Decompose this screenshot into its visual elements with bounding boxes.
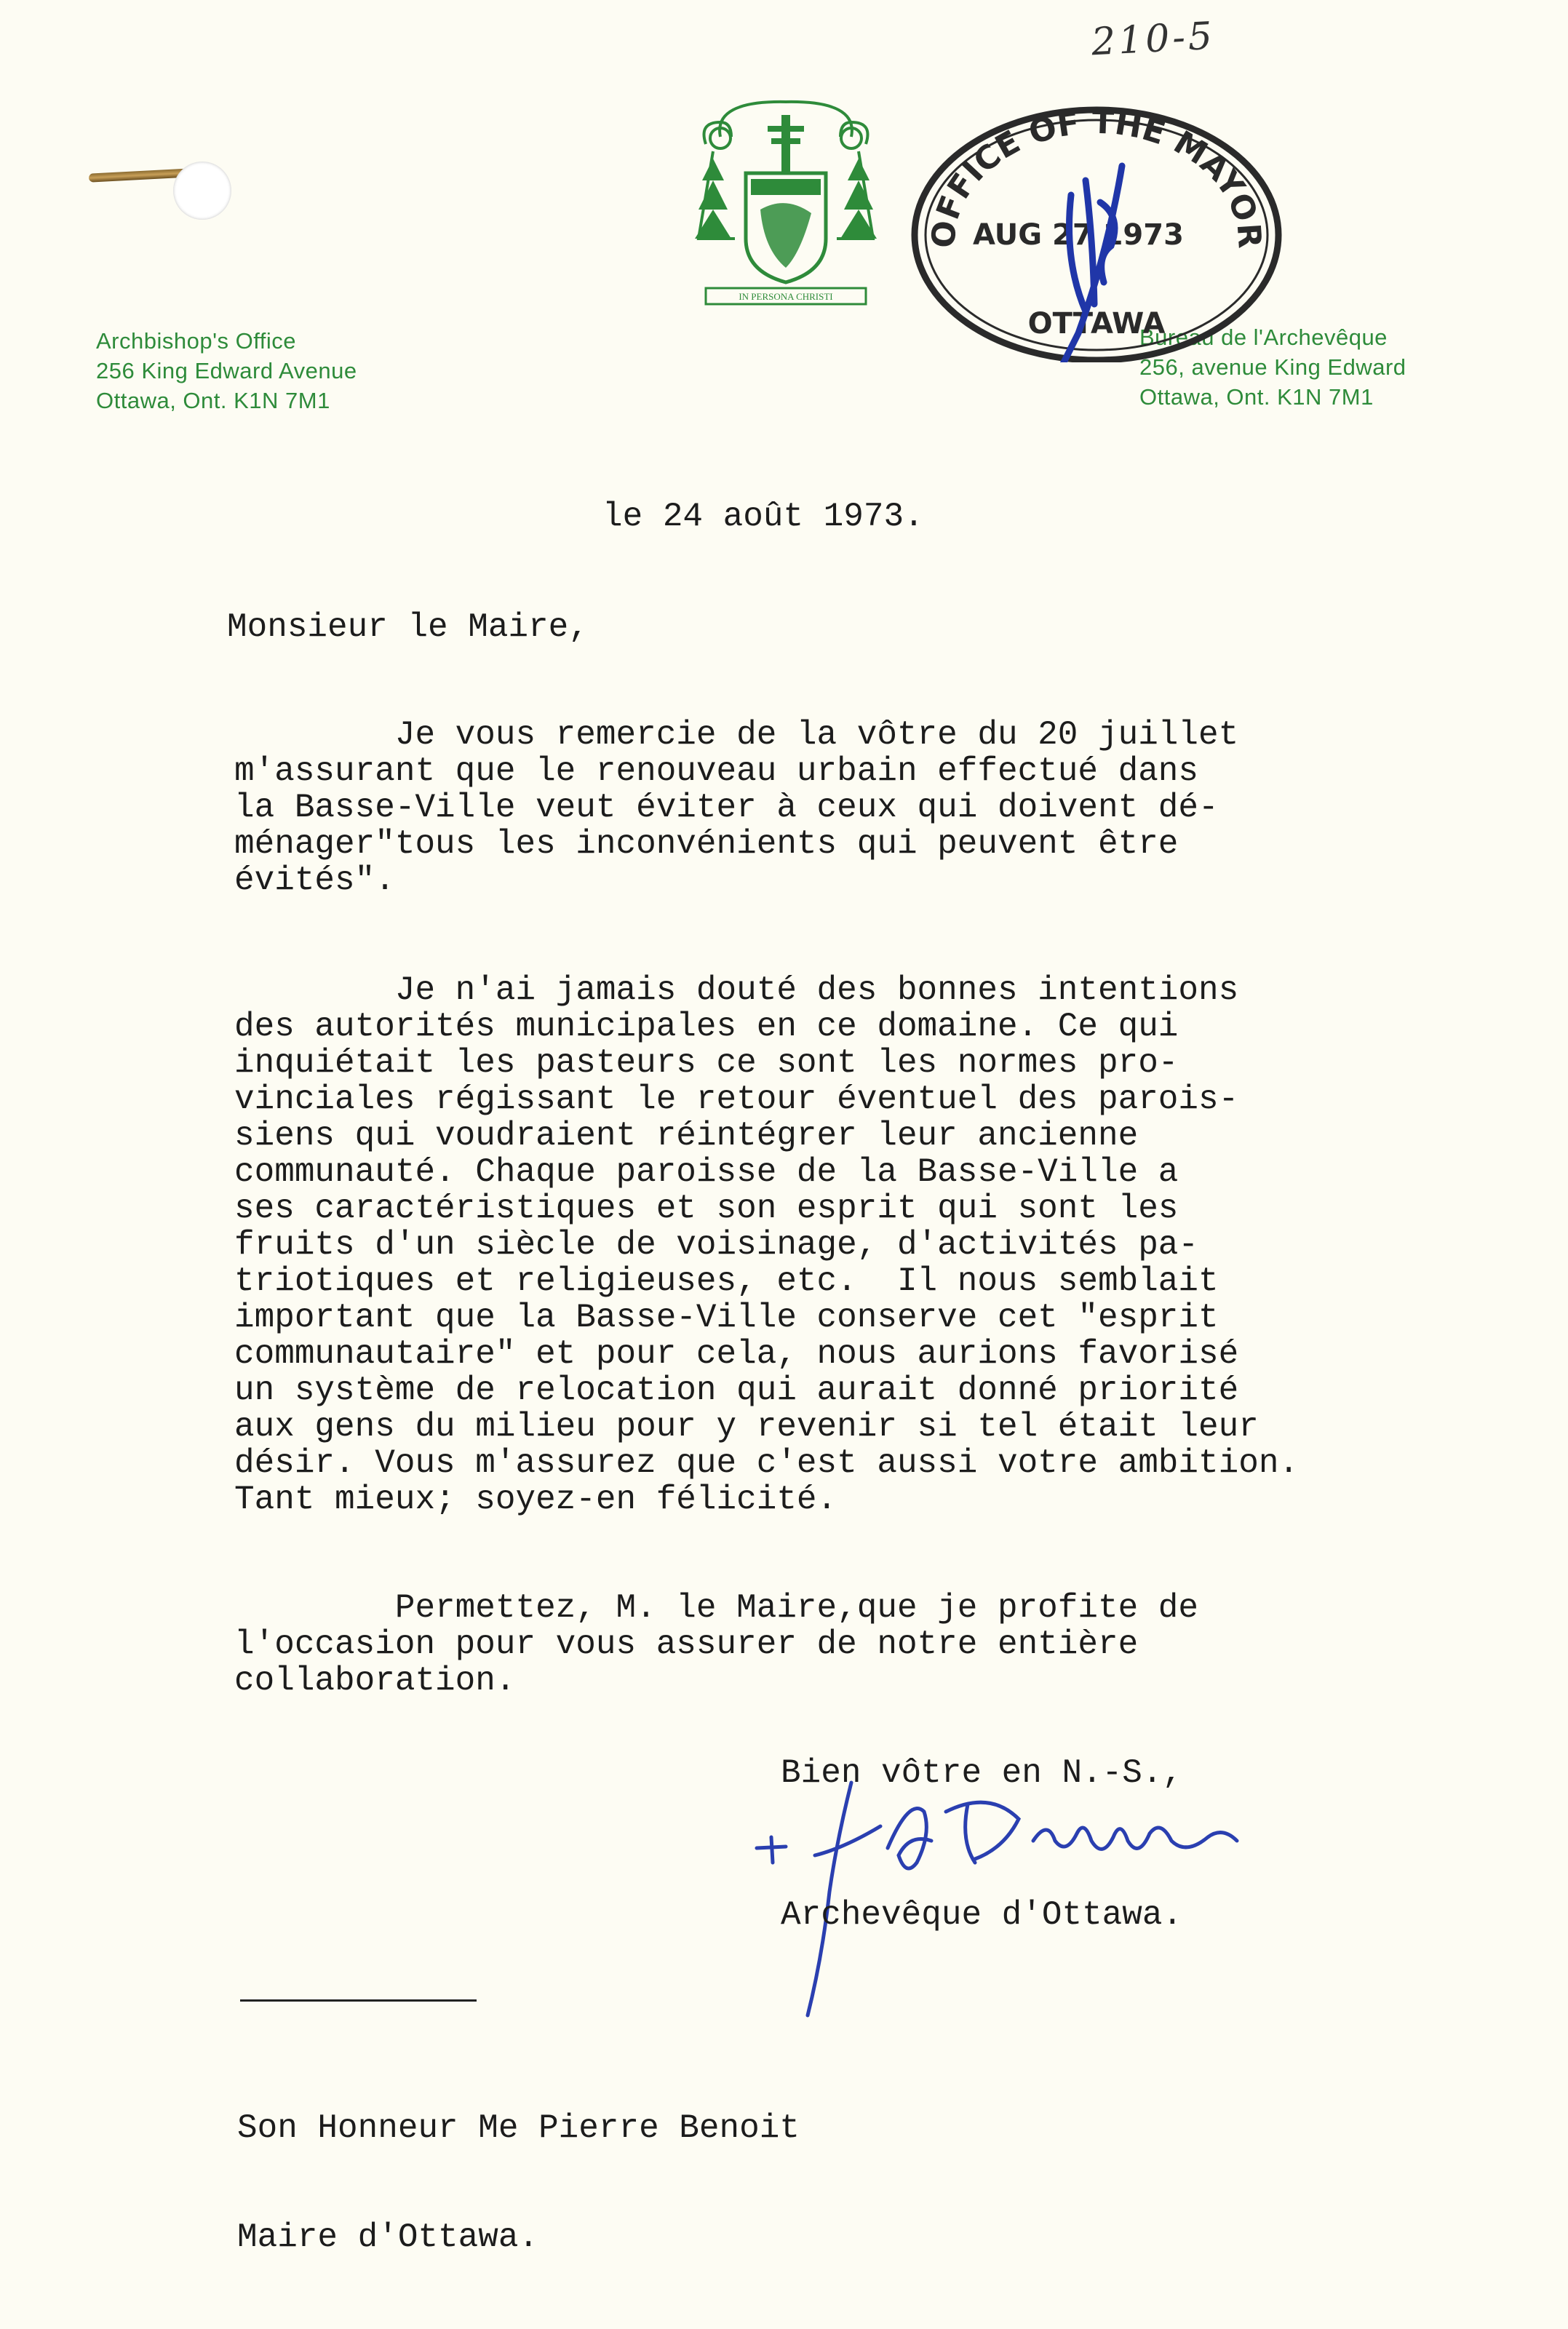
salutation: Monsieur le Maire, bbox=[227, 608, 589, 646]
letterhead-line: 256, avenue King Edward bbox=[1139, 354, 1406, 380]
letterhead-line: Bureau de l'Archevêque bbox=[1139, 325, 1388, 350]
signer-title: Archevêque d'Ottawa. bbox=[781, 1896, 1183, 1934]
stamp-top-text: OFFICE OF THE MAYOR bbox=[924, 103, 1268, 250]
divider-line bbox=[240, 1999, 477, 2002]
archbishop-coat-of-arms-icon bbox=[691, 93, 880, 320]
recipient-name: Son Honneur Me Pierre Benoit bbox=[237, 2109, 800, 2147]
body-paragraph-1: Je vous remercie de la vôtre du 20 juillet m'assurant que le renouveau urbain effectué dans la Basse-Ville veut éviter à ceux qui doivent dé- ménager"tous les inconvénients qui peuvent être évités". bbox=[234, 716, 1239, 899]
stamp-bottom-text: OTTAWA bbox=[1027, 307, 1166, 341]
stamp-date: AUG 27 1973 bbox=[973, 218, 1184, 252]
letterhead-line: 256 King Edward Avenue bbox=[96, 358, 357, 383]
handwritten-reference-number: 210-5 bbox=[1090, 14, 1217, 65]
body-paragraph-3: Permettez, M. le Maire,que je profite de l'occasion pour vous assurer de notre entière collaboration. bbox=[234, 1589, 1199, 1700]
closing: Bien vôtre en N.-S., bbox=[781, 1754, 1183, 1792]
letterhead-line: Ottawa, Ont. K1N 7M1 bbox=[1139, 384, 1374, 410]
letterhead-line: Ottawa, Ont. K1N 7M1 bbox=[96, 388, 330, 413]
body-paragraph-2: Je n'ai jamais douté des bonnes intentions des autorités municipales en ce domaine. Ce qui inquiétait les pasteurs ce sont les normes pro- vinciales régissant le retour éventuel des parois- siens qui voudraient réintégrer leur ancienne communauté. Chaque paroisse de la Basse-Ville a ses caractéristiques et son esprit qui sont les fruits d'un siècle de voisinage, d'activités pa- triotiques et religieuses, etc. Il nous semblait important que la Basse-Ville conserve cet "esprit communautaire" et pour cela, nous aurions favorisé un système de relocation qui aurait donné priorité aux gens du milieu pour y revenir si tel était leur désir. Vous m'assurez que c'est aussi votre ambition. Tant mieux; soyez-en félicité. bbox=[234, 971, 1300, 1518]
crest-motto: IN PERSONA CHRISTI bbox=[739, 291, 833, 302]
mayor-office-stamp bbox=[904, 93, 1282, 362]
recipient-title: Maire d'Ottawa. bbox=[237, 2218, 539, 2256]
letter-date: le 24 août 1973. bbox=[602, 498, 924, 536]
punch-hole bbox=[173, 162, 231, 220]
letterhead-line: Archbishop's Office bbox=[96, 328, 297, 354]
letterhead-english-address bbox=[96, 326, 357, 415]
recipient-address bbox=[237, 2037, 800, 2328]
